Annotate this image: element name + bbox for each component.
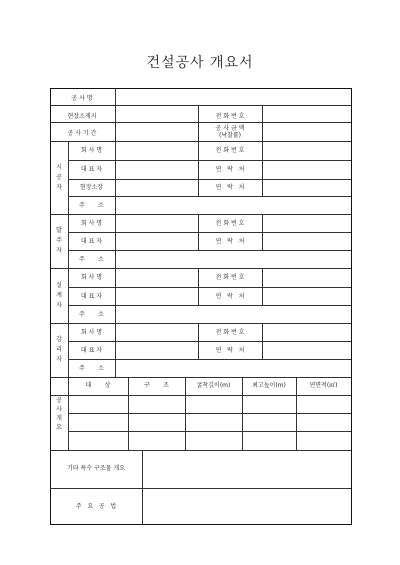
label-period: 공 사 기 간 [67, 130, 97, 137]
label-main-methods: 주 요 공 법 [75, 503, 117, 510]
row-label: 회 사 명 [80, 328, 103, 336]
group-label: 발 주 자 [56, 227, 62, 254]
v-rule [115, 179, 116, 196]
h-rule [50, 488, 351, 489]
h-rule [50, 450, 351, 451]
v-rule [262, 179, 263, 196]
h-rule [68, 431, 351, 432]
v-rule [115, 268, 116, 287]
h-rule [68, 413, 351, 414]
group-label: 시 공 자 [56, 163, 62, 191]
h-rule [50, 105, 351, 106]
h-rule [50, 323, 351, 324]
h-rule [50, 141, 351, 142]
row-label: 대 표 자 [80, 346, 103, 354]
row-label: 회 사 명 [80, 274, 103, 281]
v-rule [115, 88, 116, 141]
v-rule [115, 305, 116, 323]
label-special-structures: 기타 특수 구조물 개요 [67, 465, 125, 472]
v-rule [262, 268, 263, 287]
row-label-right: 연 락 처 [215, 184, 245, 191]
v-rule [262, 105, 263, 141]
h-rule [68, 359, 351, 360]
group-label: 감 리 자 [56, 336, 62, 363]
row-label-right: 전 화 번 호 [215, 274, 245, 281]
v-rule [115, 341, 116, 359]
h-rule [50, 122, 351, 123]
h-rule [50, 268, 351, 269]
row-label: 회 사 명 [80, 147, 103, 154]
v-rule [115, 196, 116, 214]
overview-header: 최고높이(m) [252, 382, 286, 389]
overview-header: 굴착깊이(m) [196, 382, 231, 389]
label-amount: 공 사 금 액 (낙찰률) [215, 125, 245, 139]
h-rule [50, 214, 351, 215]
overview-header: 대 상 [85, 382, 111, 389]
h-rule [50, 524, 352, 525]
h-rule [50, 395, 351, 396]
h-rule [68, 196, 351, 197]
h-rule [68, 160, 351, 161]
h-rule [68, 179, 351, 180]
row-label: 주 소 [79, 364, 104, 372]
row-label-right: 전 화 번 호 [215, 328, 245, 336]
v-rule [142, 450, 143, 524]
h-rule [68, 250, 351, 251]
row-label-right: 연 락 처 [215, 237, 245, 245]
v-rule [262, 232, 263, 250]
h-rule [68, 341, 351, 342]
row-label-right: 연 락 처 [215, 292, 245, 300]
row-label-right: 전 화 번 호 [215, 219, 245, 227]
row-label: 주 소 [79, 255, 104, 263]
v-rule [115, 232, 116, 250]
h-rule [50, 88, 352, 89]
label-site-phone: 전 화 번 호 [215, 113, 245, 120]
row-label: 현장소장 [79, 184, 104, 191]
h-rule [50, 377, 351, 378]
row-label: 대 표 자 [80, 292, 103, 300]
overview-label: 공 사 개 요 [56, 396, 62, 431]
v-rule [115, 160, 116, 179]
v-rule [115, 250, 116, 268]
label-site-location: 현장소재지 [67, 113, 97, 120]
row-label-right: 전 화 번 호 [215, 147, 245, 154]
row-label-right: 연 락 처 [215, 166, 245, 173]
row-label-right: 연 락 처 [215, 346, 245, 354]
h-rule [68, 287, 351, 288]
v-rule [115, 141, 116, 160]
row-label: 회 사 명 [80, 219, 103, 227]
row-label: 주 소 [79, 201, 104, 209]
v-rule [115, 323, 116, 341]
row-label: 대 표 자 [80, 166, 103, 173]
v-rule [115, 359, 116, 377]
v-rule [115, 214, 116, 232]
v-rule [262, 160, 263, 179]
v-rule [262, 341, 263, 359]
v-rule [262, 141, 263, 160]
v-rule [262, 323, 263, 341]
label-project-name: 공 사 명 [71, 95, 93, 102]
v-rule [115, 287, 116, 305]
row-label: 대 표 자 [80, 237, 103, 245]
page-title: 건설공사 개요서 [146, 55, 254, 71]
v-rule [262, 287, 263, 305]
group-label: 설 계 자 [56, 281, 62, 309]
h-rule [68, 305, 351, 306]
v-rule [351, 88, 352, 525]
v-rule [262, 214, 263, 232]
h-rule [68, 232, 351, 233]
row-label: 주 소 [79, 310, 104, 318]
overview-header: 연면적(㎡) [309, 382, 338, 389]
overview-header: 구 조 [144, 382, 169, 389]
